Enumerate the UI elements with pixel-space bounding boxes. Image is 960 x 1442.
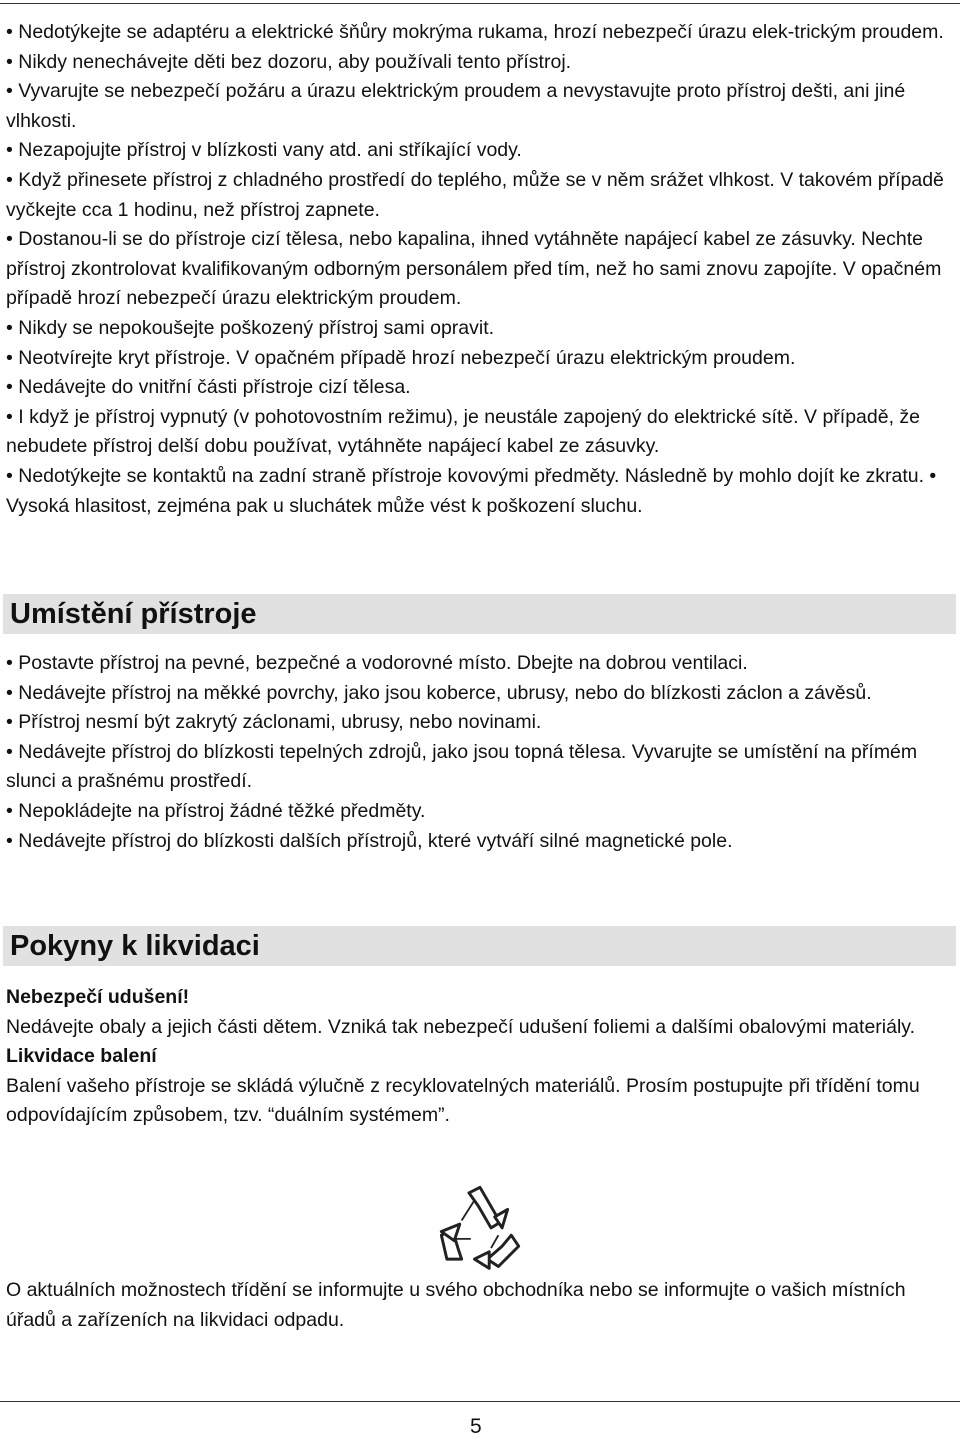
danger-title: Nebezpečí udušení! xyxy=(6,986,190,1008)
safety-item: • Nezapojujte přístroj v blízkosti vany atd. ani stříkající vody. xyxy=(6,139,522,162)
safety-item: • Nedávejte do vnitřní části přístroje cizí tělesa. xyxy=(6,376,411,399)
safety-item: • Nedotýkejte se kontaktů na zadní straně přístroje kovovými předměty. Následně by mohlo dojít ke zkratu. • Vysoká hlasitost, zejména pak u sluchátek může vést k poškození sluchu. xyxy=(6,464,937,517)
placement-item: • Přístroj nesmí být zakrytý záclonami, ubrusy, nebo novinami. xyxy=(6,711,542,734)
recycle-icon xyxy=(434,1180,526,1272)
bottom-rule xyxy=(0,1401,960,1402)
section-title: Umístění přístroje xyxy=(10,598,257,630)
disposal-text xyxy=(6,983,950,1131)
safety-item: • Nedotýkejte se adaptéru a elektrické šňůry mokrýma rukama, hrozí nebezpečí úrazu elek-trickým proudem. xyxy=(6,21,944,43)
placement-bullet-list xyxy=(6,649,950,856)
section-header-disposal xyxy=(3,926,956,966)
safety-item: • I když je přístroj vypnutý (v pohotovostním režimu), je neustále zapojený do elektrické sítě. V případě, že nebudete přístroj delší dobu používat, vytáhněte napájecí kabel ze zásuvky. xyxy=(6,405,921,458)
safety-bullet-list xyxy=(6,18,950,521)
section-header-placement xyxy=(3,594,956,634)
safety-item: • Neotvírejte kryt přístroje. V opačném případě hrozí nebezpečí úrazu elektrickým proudem. xyxy=(6,346,796,369)
danger-text: Nedávejte obaly a jejich části dětem. Vzniká tak nebezpečí udušení foliemi a dalšími obalovými materiály. xyxy=(6,1015,916,1038)
page-number: 5 xyxy=(470,1415,482,1438)
placement-item: • Nedávejte přístroj do blízkosti dalších přístrojů, které vytváří silné magnetické pole. xyxy=(6,829,733,852)
safety-item: • Nikdy se nepokoušejte poškozený přístroj sami opravit. xyxy=(6,316,495,339)
placement-item: • Postavte přístroj na pevné, bezpečné a vodorovné místo. Dbejte na dobrou ventilaci. xyxy=(6,652,748,674)
packaging-title: Likvidace balení xyxy=(6,1045,157,1068)
safety-item: • Vyvarujte se nebezpečí požáru a úrazu elektrickým proudem a nevystavujte proto přístroj dešti, ani jiné vlhkosti. xyxy=(6,80,906,132)
placement-item: • Nepokládejte na přístroj žádné těžké předměty. xyxy=(6,799,426,822)
safety-item: • Dostanou-li se do přístroje cizí tělesa, nebo kapalina, ihned vytáhněte napájecí kabel ze zásuvky. Nechte přístroj zkontrolovat kvalifikovaným odborným personálem před tím, než ho sami znovu zapojíte. V opačném případě hrozí nebezpečí úrazu elektrickým proudem. xyxy=(6,228,942,310)
safety-item: • Nikdy nenechávejte děti bez dozoru, aby používali tento přístroj. xyxy=(6,50,572,73)
placement-item: • Nedávejte přístroj do blízkosti tepelných zdrojů, jako jsou topná tělesa. Vyvarujte se umístění na přímém slunci a prašnému prostředí. xyxy=(6,740,918,793)
safety-item: • Když přinesete přístroj z chladného prostředí do teplého, může se v něm srážet vlhkost. V takovém případě vyčkejte cca 1 hodinu, než přístroj zapnete. xyxy=(6,168,944,221)
closing-text-block xyxy=(6,1276,950,1335)
closing-text: O aktuálních možnostech třídění se informujte u svého obchodníka nebo se informujte o vašich místních úřadů a zařízeních na likvidaci odpadu. xyxy=(6,1279,906,1331)
placement-item: • Nedávejte přístroj na měkké povrchy, jako jsou koberce, ubrusy, nebo do blízkosti záclon a závěsů. xyxy=(6,681,872,704)
section-title: Pokyny k likvidaci xyxy=(10,930,260,962)
packaging-text: Balení vašeho přístroje se skládá výlučně z recyklovatelných materiálů. Prosím postupujte při třídění tomu odpovídajícím způsobem, tzv. “duálním systémem”. xyxy=(6,1074,920,1127)
top-rule xyxy=(0,3,960,4)
